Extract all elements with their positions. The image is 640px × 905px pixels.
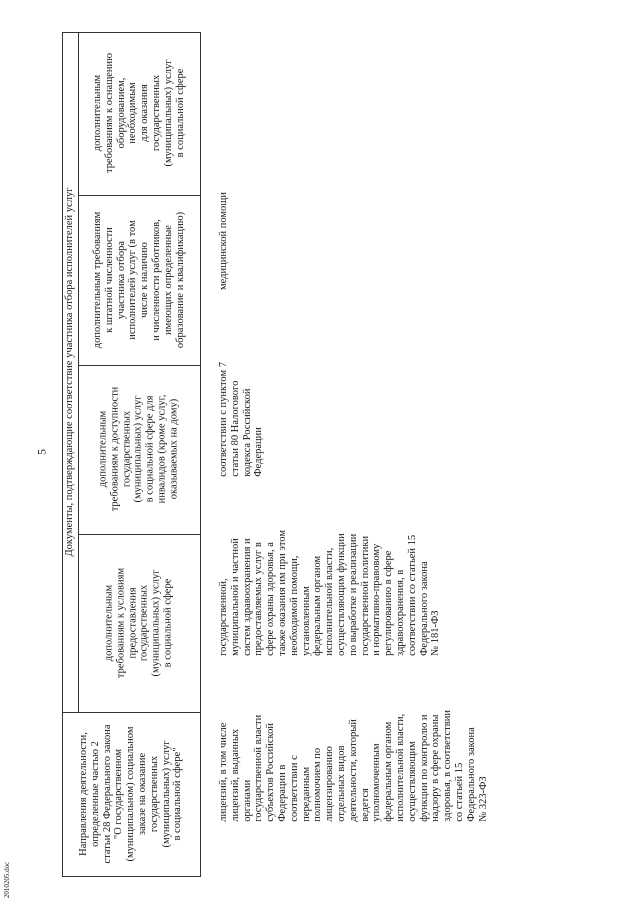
table-border-left	[62, 32, 63, 877]
col2-header: дополнительным требованиям к условиям предоставления государственных (муниципальных) услуг в социальной сфере	[103, 567, 174, 679]
col4-body: соответствии с пунктом 7 статьи 80 Налогового кодекса Российской Федерации	[218, 362, 265, 477]
page-number: 5	[34, 449, 49, 455]
col-divider-4	[78, 195, 200, 196]
col-divider-1	[62, 712, 200, 713]
col5-header: дополнительным требованиям к оснащению оборудованием, необходимым для оказания государственных (муниципальных) услуг в социальной сфере	[91, 52, 186, 174]
col4-header: дополнительным требованиям к штатной численности участника отбора исполнителей услуг (в том числе к наличию и численности работников, имеющих определенные образование и квалификацию)	[91, 211, 186, 349]
col3-header: дополнительным требованиям к доступности государственных (муниципальных) услуг в социальной сфере для инвалидов (кроме услуг, оказываемых на дому)	[97, 386, 180, 512]
table-border-top	[62, 32, 200, 33]
col-divider-3	[78, 365, 200, 366]
col1-header: Направления деятельности, определенные частью 2 статьи 28 Федерального закона "О государственном (муниципальном) социальном заказе на оказание государственных (муниципальных) услуг в социальной сфере"	[77, 724, 184, 864]
table-border-right	[200, 32, 201, 877]
col5-body: медицинской помощи	[218, 192, 229, 290]
footer-filename: 2010205.doc	[3, 861, 11, 899]
col2-body: лицензий, в том числе лицензий, выданных органами государственной власти субъектов Российской Федерации в соответствии с переданным полномочием по лицензированию отдельных видов деятельности, который ведется уполномоченным федеральным органом исполнительной власти, осуществляющим функции по контролю и надзору в сфере охраны здоровья, в соответствии со статьей 15 Федерального закона № 323-ФЗ	[218, 710, 489, 822]
col3-body: государственной, муниципальной и частной систем здравоохранения и предоставляемых услуг в сфере охраны здоровья, а также оказания им при этом необходимой помощи, установленным федеральным органом исполнительной власти, осуществляющим функции по выработке и реализации государственной политики и нормативно-правовому регулированию в сфере здравоохранения, в соответствии со статьей 15 Федерального закона № 181-ФЗ	[218, 530, 442, 656]
table-header-rule	[78, 32, 79, 712]
table-border-bottom	[62, 876, 200, 877]
header-main: Документы, подтверждающие соответствие участника отбора исполнителей услуг	[64, 187, 75, 557]
col-divider-2	[78, 534, 200, 535]
